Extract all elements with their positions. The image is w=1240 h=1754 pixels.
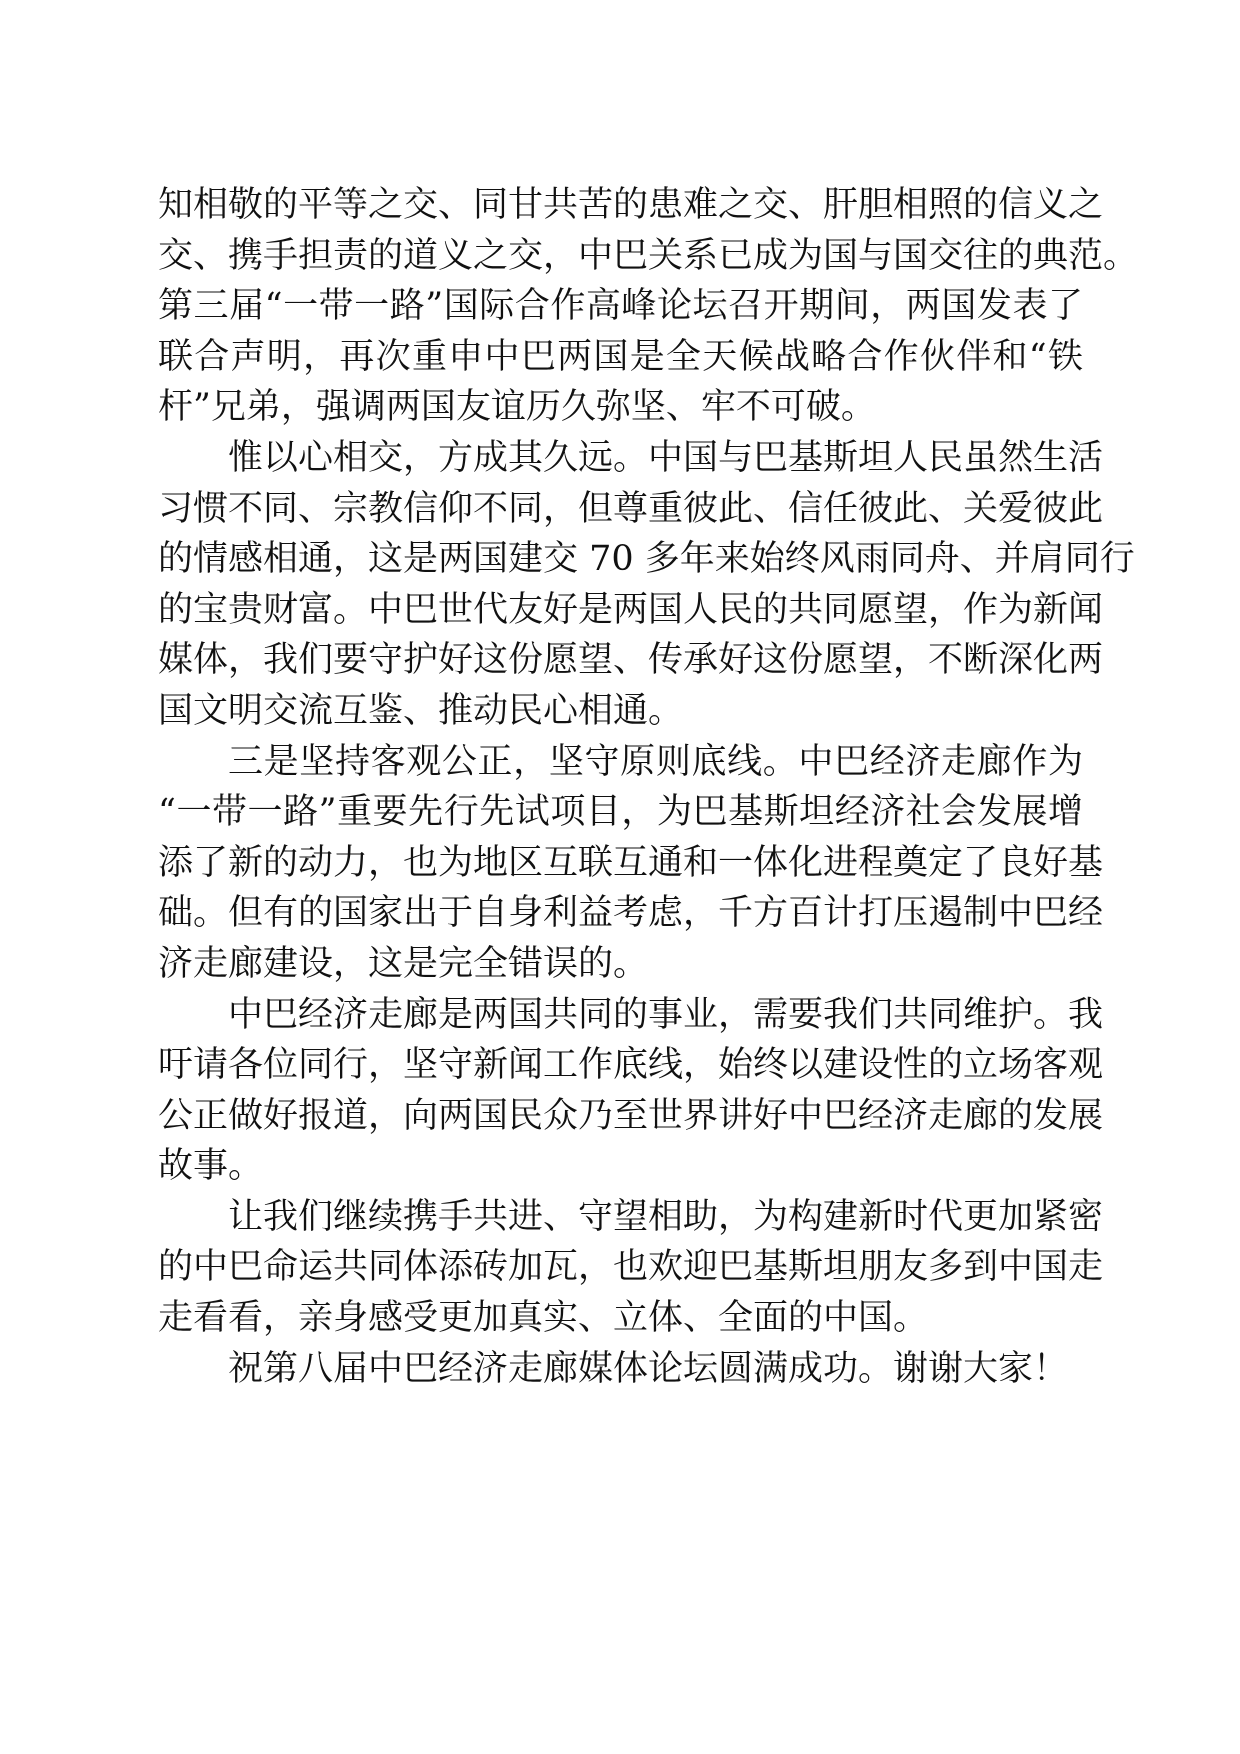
text-line: 济走廊建设，这是完全错误的。 [158, 943, 649, 984]
text-line: 的情感相通，这是两国建交 70 多年来始终风雨同舟、并肩同行 [158, 539, 1135, 580]
body-text [158, 180, 1139, 1394]
text-line: 媒体，我们要守护好这份愿望、传承好这份愿望，不断深化两 [158, 640, 1104, 681]
closing-line: 祝第八届中巴经济走廊媒体论坛圆满成功。谢谢大家！ [228, 1348, 1069, 1389]
text-line: 添了新的动力，也为地区互联互通和一体化进程奠定了良好基 [158, 842, 1104, 883]
text-line: 走看看，亲身感受更加真实、立体、全面的中国。 [158, 1298, 929, 1339]
paragraph-first-line: 三是坚持客观公正，坚守原则底线。中巴经济走廊作为 [228, 741, 1083, 782]
text-line: 故事。 [158, 1146, 264, 1187]
text-line: 杆”兄弟，强调两国友谊历久弥坚、牢不可破。 [158, 387, 876, 428]
text-line: 第三届“一带一路”国际合作高峰论坛召开期间，两国发表了 [158, 286, 1083, 327]
text-line: 础。但有的国家出于自身利益考虑，千方百计打压遏制中巴经 [158, 893, 1104, 934]
text-line: 联合声明，再次重申中巴两国是全天候战略合作伙伴和“铁 [158, 336, 1083, 377]
text-line: 公正做好报道，向两国民众乃至世界讲好中巴经济走廊的发展 [158, 1095, 1104, 1136]
paragraph-first-line: 让我们继续携手共进、守望相助，为构建新时代更加紧密 [228, 1196, 1104, 1237]
text-line: 知相敬的平等之交、同甘共苦的患难之交、肝胆相照的信义之 [158, 185, 1104, 225]
text-line: 的中巴命运共同体添砖加瓦，也欢迎巴基斯坦朋友多到中国走 [158, 1247, 1104, 1288]
text-line: 吁请各位同行，坚守新闻工作底线，始终以建设性的立场客观 [158, 1045, 1104, 1086]
text-line: 国文明交流互鉴、推动民心相通。 [158, 690, 684, 731]
paragraph-first-line: 惟以心相交，方成其久远。中国与巴基斯坦人民虽然生活 [228, 437, 1104, 478]
text-line: “一带一路”重要先行先试项目，为巴基斯坦经济社会发展增 [158, 792, 1083, 833]
text-line: 交、携手担责的道义之交，中巴关系已成为国与国交往的典范。 [158, 235, 1139, 276]
text-line: 习惯不同、宗教信仰不同，但尊重彼此、信任彼此、关爱彼此 [158, 488, 1104, 529]
paragraph-first-line: 中巴经济走廊是两国共同的事业，需要我们共同维护。我 [228, 994, 1104, 1035]
text-line: 的宝贵财富。中巴世代友好是两国人民的共同愿望，作为新闻 [158, 589, 1104, 630]
